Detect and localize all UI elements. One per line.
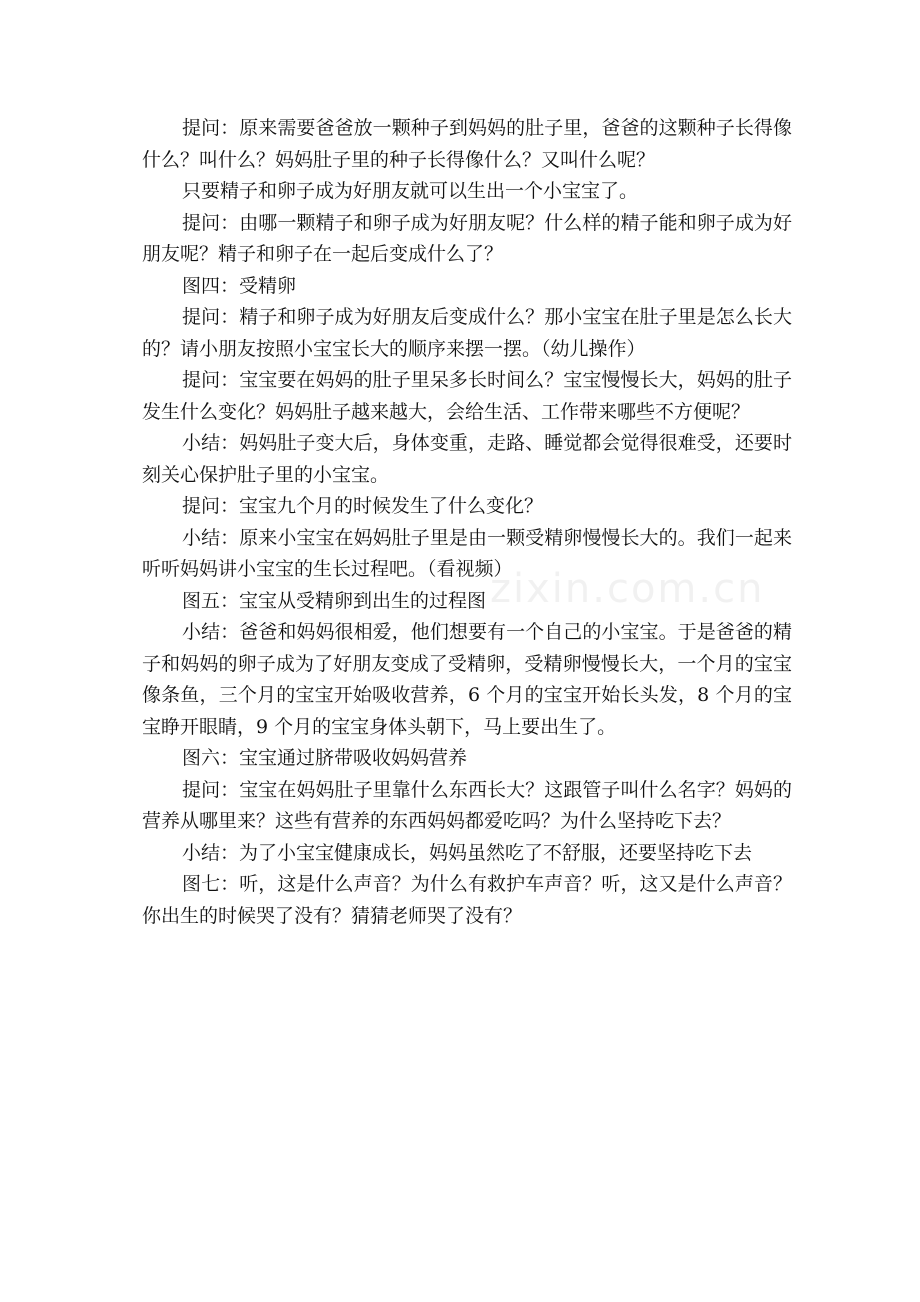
document-body	[142, 113, 792, 932]
paragraph-summary-video: 小结：原来小宝宝在妈妈肚子里是由一颗受精卵慢慢长大的。我们一起来听听妈妈讲小宝宝的生长过程吧。（看视频）	[142, 526, 792, 580]
figure-caption-6: 图六：宝宝通过脐带吸收妈妈营养	[182, 747, 468, 769]
paragraph-question-nine-months: 提问：宝宝九个月的时候发生了什么变化？	[182, 495, 544, 517]
paragraph-question-growth-order: 提问：精子和卵子成为好朋友后变成什么？那小宝宝在肚子里是怎么长大的？请小朋友按照小宝宝长大的顺序来摆一摆。（幼儿操作）	[142, 306, 792, 360]
paragraph-summary-development: 小结：爸爸和妈妈很相爱，他们想要有一个自己的小宝宝。于是爸爸的精子和妈妈的卵子成为了好朋友变成了受精卵，受精卵慢慢长大，一个月的宝宝像条鱼，三个月的宝宝开始吸收营养，6 个月的宝宝开始长头发，8 个月的宝宝睁开眼睛，9 个月的宝宝身体头朝下，马上要出生了。	[142, 621, 792, 738]
figure-caption-5: 图五：宝宝从受精卵到出生的过程图	[182, 589, 487, 612]
paragraph-question-umbilical: 提问：宝宝在妈妈肚子里靠什么东西长大？这跟管子叫什么名字？妈妈的营养从哪里来？这些有营养的东西妈妈都爱吃吗？为什么坚持吃下去？	[142, 778, 792, 832]
paragraph-summary-belly: 小结：妈妈肚子变大后，身体变重，走路、睡觉都会觉得很难受，还要时刻关心保护肚子里的小宝宝。	[142, 432, 792, 486]
paragraph-question-seed: 提问：原来需要爸爸放一颗种子到妈妈的肚子里，爸爸的这颗种子长得像什么？叫什么？妈妈肚子里的种子长得像什么？又叫什么呢？	[142, 117, 792, 171]
paragraph-question-which-sperm: 提问：由哪一颗精子和卵子成为好朋友呢？什么样的精子能和卵子成为好朋友呢？精子和卵子在一起后变成什么了？	[142, 211, 792, 265]
watermark: zixin.com.cn	[490, 566, 765, 612]
paragraph-question-belly-change: 提问：宝宝要在妈妈的肚子里呆多长时间么？宝宝慢慢长大，妈妈的肚子发生什么变化？妈妈肚子越来越大，会给生活、工作带来哪些不方便呢？	[142, 369, 792, 423]
paragraph-summary-nutrition: 小结：为了小宝宝健康成长，妈妈虽然吃了不舒服，还要坚持吃下去	[182, 841, 753, 864]
figure-caption-4: 图四：受精卵	[182, 274, 297, 297]
figure-caption-7: 图七：听，这是什么声音？为什么有救护车声音？听，这又是什么声音？你出生的时候哭了没有？猜猜老师哭了没有？	[142, 873, 792, 927]
paragraph-sperm-egg-friends: 只要精子和卵子成为好朋友就可以生出一个小宝宝了。	[182, 180, 639, 202]
